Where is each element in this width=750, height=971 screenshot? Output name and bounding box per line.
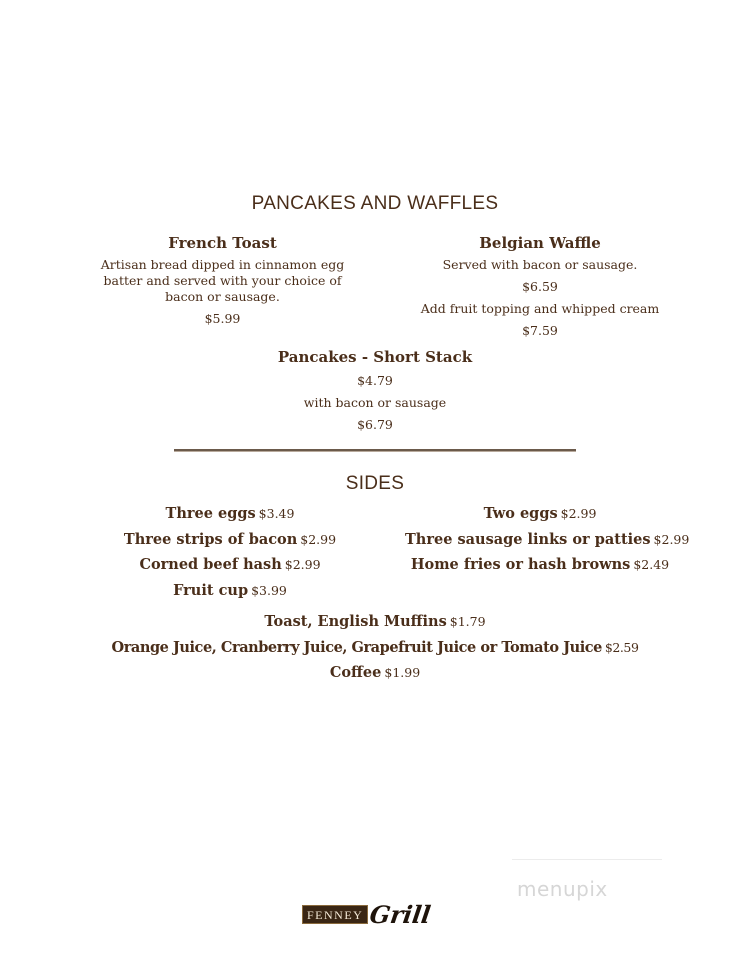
side-item-name: Two eggs [483,505,558,522]
side-item-name: Orange Juice, Cranberry Juice, Grapefruit Juice or Tomato Juice [111,638,602,656]
side-item-price: $1.99 [384,665,421,680]
watermark-rule [512,859,662,860]
description-line: Artisan bread dipped in cinnamon egg [100,257,345,272]
side-item [405,552,675,578]
side-item-price: $3.49 [258,506,295,521]
side-item-name: Coffee [329,664,382,681]
side-item-name: Three sausage links or patties [405,530,651,548]
side-item-name: Three strips of bacon [123,530,298,548]
side-item [0,635,750,661]
description-line: batter and served with your choice of [103,273,342,288]
logo-script-text: Grill [368,899,433,929]
item-name: Belgian Waffle [479,234,601,252]
item-description [95,257,350,305]
menupix-watermark: menupix [517,877,608,901]
fenney-grill-logo [302,898,431,930]
side-item-price: $2.49 [633,557,670,572]
side-item-price: $2.99 [653,531,690,547]
side-item [405,501,675,527]
item-description: Served with bacon or sausage. [442,257,638,272]
sides-bottom-rows [0,609,750,686]
side-item-price: $2.59 [604,639,639,655]
item-addon-price: $7.59 [522,323,558,338]
side-item [405,527,690,553]
sides-left-column [95,501,365,603]
side-item-name: Fruit cup [173,581,249,599]
side-item-price: $2.99 [560,506,597,521]
menu-item-belgian-waffle [415,233,665,339]
side-item-price: $2.99 [300,531,337,547]
side-item-name: Toast, English Muffins [264,613,447,630]
item-name: French Toast [168,234,277,252]
menu-item-pancakes-short-stack [250,347,500,433]
item-price: $5.99 [204,311,241,326]
side-item [95,501,365,527]
item-price: $4.79 [357,373,393,388]
side-item-price: $1.79 [449,614,486,629]
logo-box-text: FENNEY [302,905,368,924]
item-addon: with bacon or sausage [303,395,447,410]
item-price: $6.59 [522,279,558,294]
item-addon-price: $6.79 [357,417,393,432]
side-item-name: Home fries or hash browns [410,556,631,573]
side-item-name: Three eggs [165,505,256,522]
section-title-pancakes: PANCAKES AND WAFFLES [251,193,499,214]
side-item [95,527,365,553]
section-divider [174,449,576,452]
side-item [0,660,750,686]
item-addon: Add fruit topping and whipped cream [420,301,660,316]
sides-right-column [405,501,690,578]
menu-item-french-toast [95,233,350,327]
side-item [95,578,365,604]
side-item-name: Corned beef hash [139,556,282,573]
side-item-price: $3.99 [251,582,287,598]
side-item [95,552,365,578]
item-name: Pancakes - Short Stack [277,348,473,366]
side-item-price: $2.99 [284,557,321,572]
side-item [0,609,750,635]
section-title-sides: SIDES [345,473,405,494]
description-line: bacon or sausage. [165,289,280,304]
